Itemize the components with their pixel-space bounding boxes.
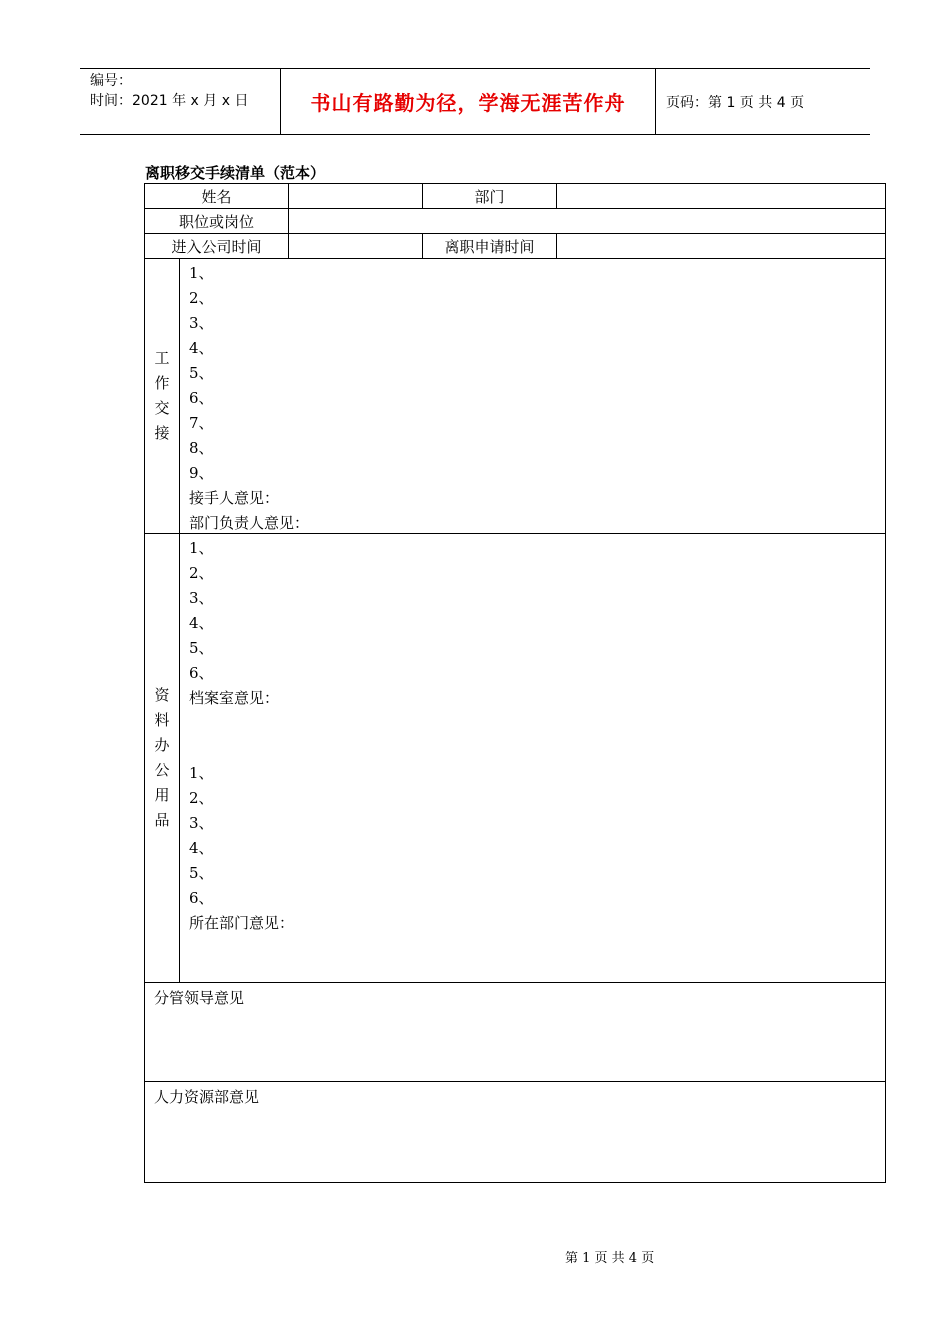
label-char: 公 [154,761,170,779]
list-item: 6、 [189,889,214,907]
number-label: 编号： [90,73,132,89]
materials-items [180,534,885,982]
row-name-dept [145,184,885,209]
blank-line [189,711,885,736]
leader-opinion-box[interactable] [145,983,885,1082]
footer-page-text: 第 1 页 共 4 页 [565,1251,655,1266]
name-field[interactable] [289,184,423,208]
header-motto: 书山有路勤为径，学海无涯苦作舟 [281,69,656,134]
list-item: 2、 [189,564,214,582]
work-handover-label [145,259,180,533]
label-char: 办 [154,736,170,754]
receiver-opinion: 接手人意见： [189,489,280,507]
label-char: 资 [154,686,170,704]
page-footer [0,1247,950,1266]
list-item: 5、 [189,364,214,382]
list-item: 5、 [189,864,214,882]
hr-opinion-box[interactable] [145,1082,885,1182]
hr-opinion-label: 人力资源部意见 [154,1088,260,1106]
join-date-field[interactable] [289,234,423,258]
list-item: 9、 [189,464,214,482]
list-item: 1、 [189,539,214,557]
list-item: 2、 [189,289,214,307]
label-char: 工 [154,349,170,367]
list-item: 4、 [189,839,214,857]
list-item: 4、 [189,339,214,357]
list-item: 6、 [189,389,214,407]
handover-form [144,183,886,1183]
header-meta [80,69,281,134]
list-item: 3、 [189,589,214,607]
work-handover-items [180,259,885,533]
dept-opinion: 所在部门意见： [189,914,295,932]
name-label: 姓名 [145,184,289,208]
dept-field[interactable] [557,184,885,208]
join-date-label: 进入公司时间 [145,234,289,258]
apply-date-label: 离职申请时间 [423,234,557,258]
position-label: 职位或岗位 [145,209,289,233]
list-item: 1、 [189,264,214,282]
position-field[interactable] [289,209,885,233]
document-header [80,68,870,135]
leader-opinion-label: 分管领导意见 [154,989,245,1007]
row-position [145,209,885,234]
list-item: 1、 [189,764,214,782]
dept-head-opinion: 部门负责人意见： [189,514,310,532]
list-item: 4、 [189,614,214,632]
apply-date-field[interactable] [557,234,885,258]
list-item: 3、 [189,314,214,332]
document-title: 离职移交手续清单（范本） [145,164,326,182]
label-char: 料 [154,711,170,729]
label-char: 作 [154,374,170,392]
time-label: 时间：2021 年 x 月 x 日 [90,93,249,109]
list-item: 2、 [189,789,214,807]
list-item: 6、 [189,664,214,682]
dept-label: 部门 [423,184,557,208]
work-handover-section [145,259,885,534]
row-dates [145,234,885,259]
label-char: 交 [154,399,170,417]
label-char: 接 [154,424,170,442]
list-item: 8、 [189,439,214,457]
materials-label [145,534,180,982]
list-item: 7、 [189,414,214,432]
label-char: 品 [154,811,170,829]
label-char: 用 [154,786,170,804]
header-page-label: 页码：第 1 页 共 4 页 [666,94,805,111]
list-item: 3、 [189,814,214,832]
archive-opinion: 档案室意见： [189,689,280,707]
blank-line [189,736,885,761]
list-item: 5、 [189,639,214,657]
materials-section [145,534,885,983]
